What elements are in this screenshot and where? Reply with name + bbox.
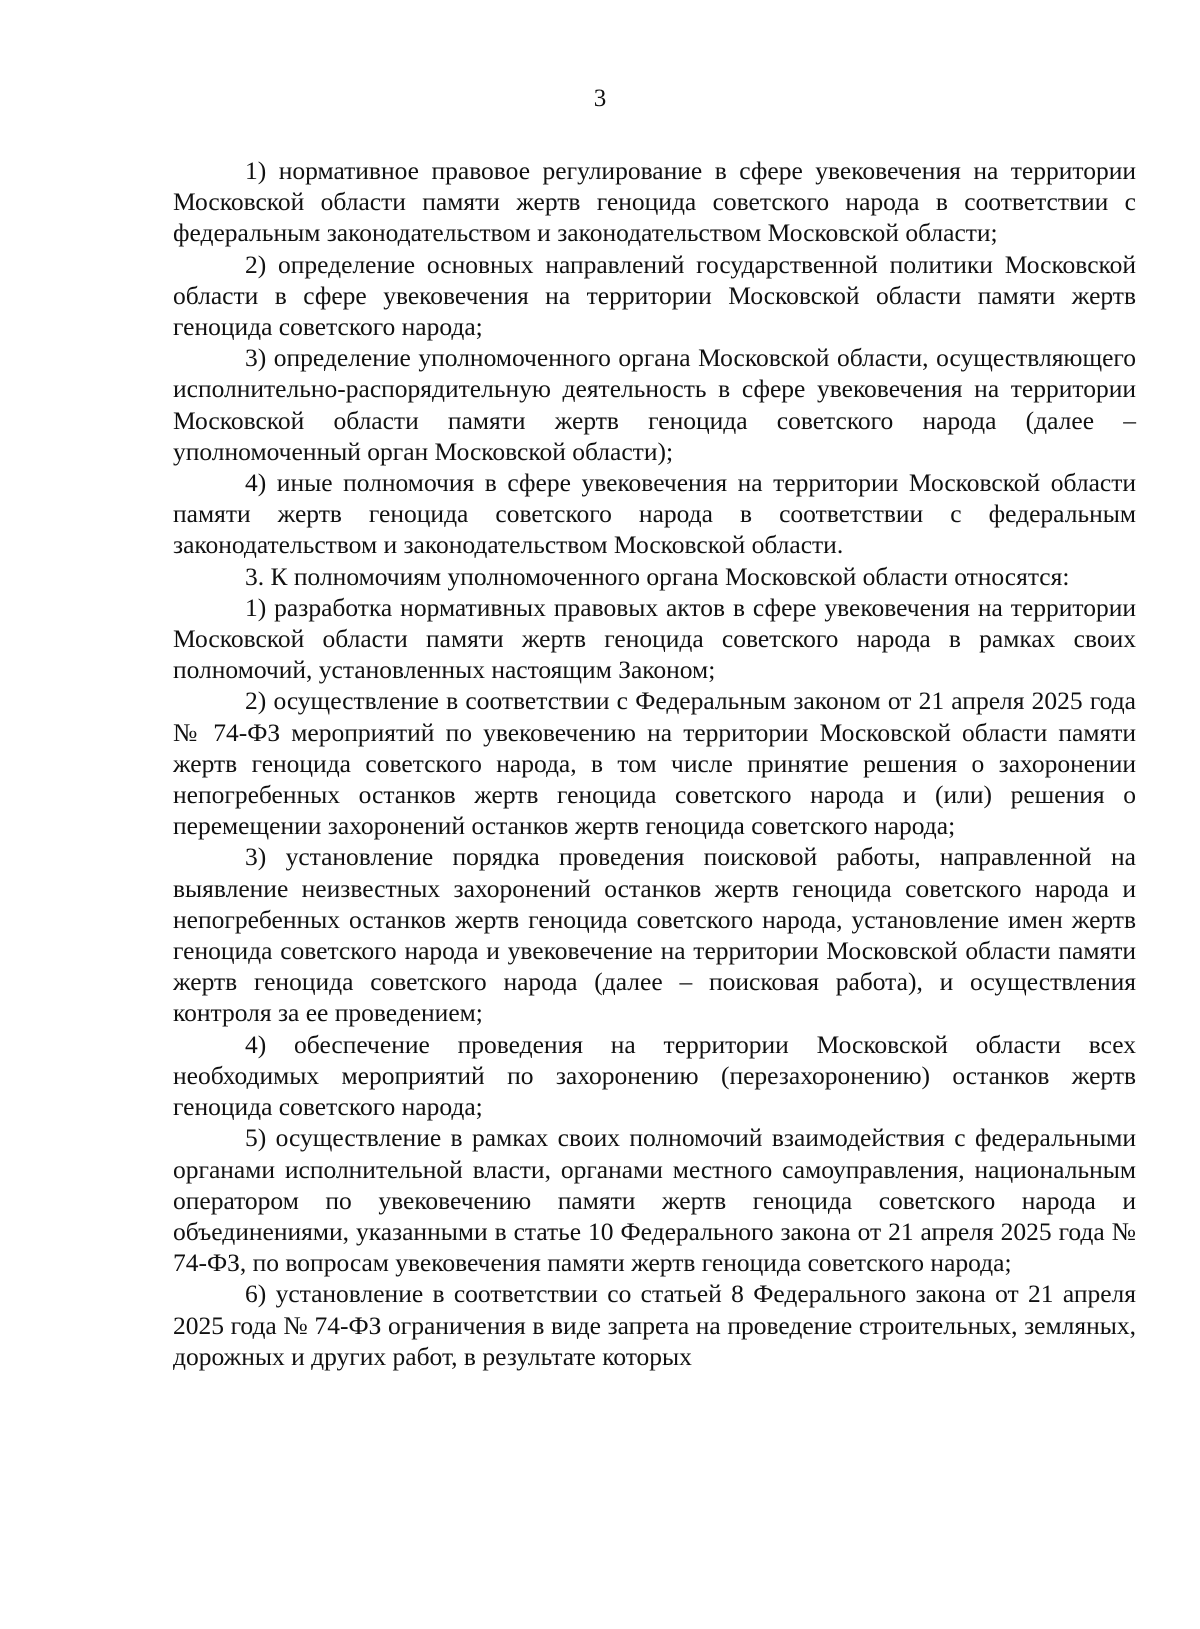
paragraph-3-2: 2) осуществление в соответствии с Федеральным законом от 21 апреля 2025 года № 74-ФЗ мероприятий по увековечению на территории Московской области памяти жертв геноцида советского народа, в том числе принятие решения о захоронении непогребенных останков жертв геноцида советского народа и (или) решения о перемещении захоронений останков жертв геноцида советского народа;	[173, 686, 1136, 841]
paragraph-1-4: 4) иные полномочия в сфере увековечения на территории Московской области памяти жертв геноцида советского народа в соответствии с федеральным законодательством и законодательством Московской области.	[173, 468, 1136, 560]
paragraph-3-6: 6) установление в соответствии со статьей 8 Федерального закона от 21 апреля 2025 года № 74-ФЗ ограничения в виде запрета на проведение строительных, земляных, дорожных и других работ, в результате которых	[173, 1279, 1136, 1371]
paragraph-3-1: 1) разработка нормативных правовых актов в сфере увековечения на территории Московской области памяти жертв геноцида советского народа в рамках своих полномочий, установленных настоящим Законом;	[173, 592, 1136, 685]
paragraph-3-3: 3) установление порядка проведения поисковой работы, направленной на выявление неизвестных захоронений останков жертв геноцида советского народа и непогребенных останков жертв геноцида советского народа, установление имен жертв геноцида советского народа и увековечение на территории Московской области памяти жертв геноцида советского народа (далее – поисковая работа), и осуществления контроля за ее проведением;	[173, 842, 1136, 1028]
paragraph-1-1: 1) нормативное правовое регулирование в сфере увековечения на территории Московской области памяти жертв геноцида советского народа в соответствии с федеральным законодательством и законодательством Московской области;	[173, 156, 1136, 248]
paragraph-1-3: 3) определение уполномоченного органа Московской области, осуществляющего исполнительно-распорядительную деятельность в сфере увековечения на территории Московской области памяти жертв геноцида советского народа (далее – уполномоченный орган Московской области);	[173, 343, 1136, 466]
paragraph-1-2: 2) определение основных направлений государственной политики Московской области в сфере увековечения на территории Московской области памяти жертв геноцида советского народа;	[173, 249, 1136, 342]
paragraph-3-5: 5) осуществление в рамках своих полномочий взаимодействия с федеральными органами исполнительной власти, органами местного самоуправления, национальным оператором по увековечению памяти жертв геноцида советского народа и объединениями, указанными в статье 10 Федерального закона от 21 апреля 2025 года № 74-ФЗ, по вопросам увековечения памяти жертв геноцида советского народа;	[173, 1123, 1136, 1278]
document-body	[173, 155, 1136, 1372]
section-3-heading: 3. К полномочиям уполномоченного органа Московской области относятся:	[245, 561, 1070, 591]
page-number: 3	[593, 85, 607, 112]
paragraph-3-4: 4) обеспечение проведения на территории Московской области всех необходимых мероприятий по захоронению (перезахоронению) останков жертв геноцида советского народа;	[173, 1029, 1136, 1122]
